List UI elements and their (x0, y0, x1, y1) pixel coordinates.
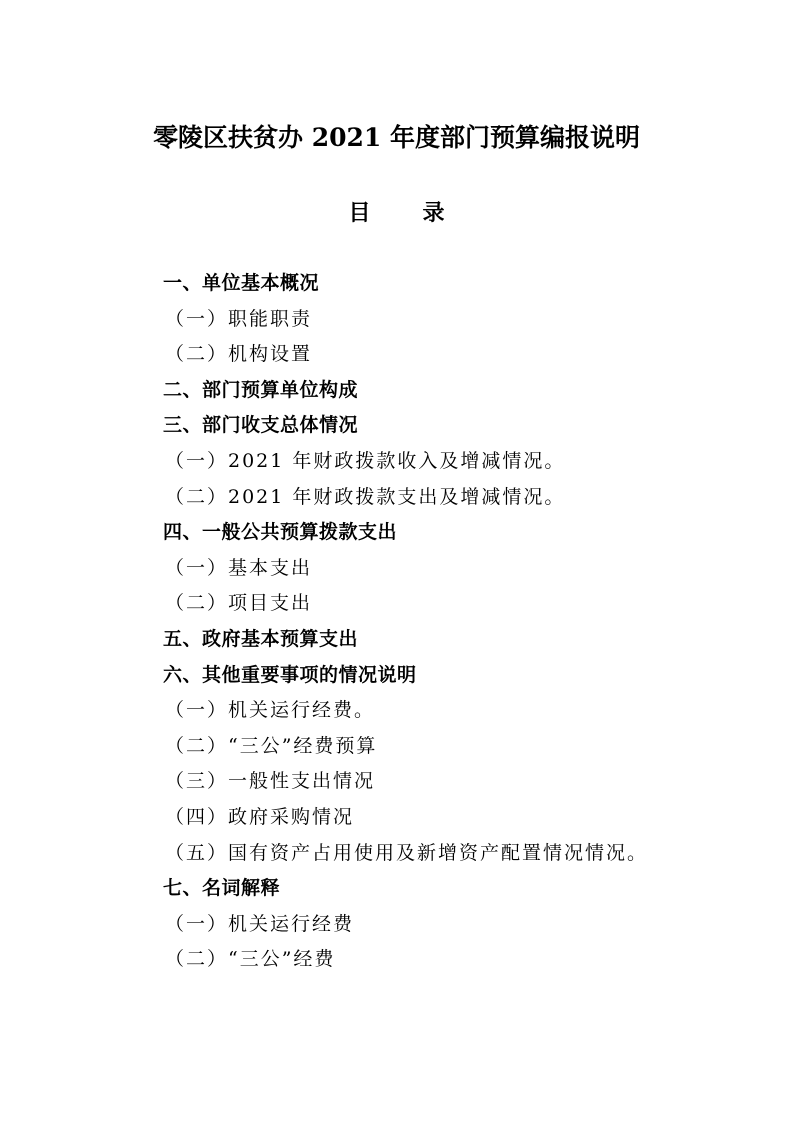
toc-subsection: （三）一般性支出情况 (165, 770, 376, 793)
toc-subsection: （一）职能职责 (165, 307, 313, 330)
toc-subsection: （二）项目支出 (165, 592, 313, 615)
toc-subsection: （一）基本支出 (165, 556, 313, 579)
toc-subsection: （一）机关运行经费。 (165, 699, 376, 722)
toc-subsection: （一）机关运行经费 (165, 912, 355, 935)
toc-subsection: （一）2021 年财政拨款收入及增减情况。 (165, 449, 566, 472)
table-of-contents (163, 266, 648, 978)
toc-heading-right: 录 (422, 201, 445, 226)
toc-heading (0, 196, 793, 227)
toc-subsection: （二）“三公”经费预算 (165, 734, 378, 757)
toc-subsection: （二）机构设置 (165, 343, 313, 366)
toc-section: 四、一般公共预算拨款支出 (163, 521, 398, 544)
toc-subsection: （五）国有资产占用使用及新增资产配置情况情况。 (165, 841, 649, 864)
document-title: 零陵区扶贫办 2021 年度部门预算编报说明 (153, 123, 640, 152)
toc-subsection: （二）“三公”经费 (165, 948, 336, 971)
toc-section: 二、部门预算单位构成 (163, 378, 359, 401)
toc-heading-left: 目 (348, 201, 371, 226)
toc-section: 六、其他重要事项的情况说明 (163, 663, 417, 686)
toc-section: 三、部门收支总体情况 (163, 414, 359, 437)
toc-subsection: （四）政府采购情况 (165, 805, 355, 828)
toc-section: 一、单位基本概况 (163, 272, 320, 294)
toc-section: 五、政府基本预算支出 (163, 627, 359, 650)
toc-subsection: （二）2021 年财政拨款支出及增减情况。 (165, 485, 566, 508)
toc-section: 七、名词解释 (163, 877, 281, 900)
